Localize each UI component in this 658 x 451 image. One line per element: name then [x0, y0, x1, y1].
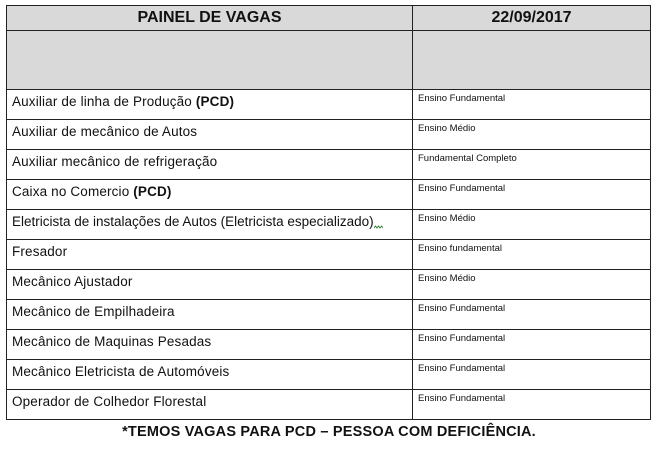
job-cell	[7, 90, 413, 120]
job-title: Mecânico de Maquinas Pesadas	[12, 334, 212, 349]
board-date: 22/09/2017	[413, 6, 651, 31]
job-title: Caixa no Comercio	[12, 184, 130, 199]
job-title: Fresador	[12, 244, 68, 259]
education-requirement: Ensino Fundamental	[418, 333, 506, 344]
pcd-tag: (PCD)	[195, 94, 235, 109]
job-title: Auxiliar de mecânico de Autos	[12, 124, 198, 139]
job-title: Mecânico Ajustador	[12, 274, 133, 289]
education-requirement: Ensino Fundamental	[418, 393, 506, 404]
job-title: Mecânico Eletricista de Automóveis	[12, 364, 230, 379]
education-cell	[413, 150, 651, 180]
job-board-table	[6, 5, 651, 420]
table-row	[7, 210, 651, 240]
job-cell	[7, 360, 413, 390]
education-cell	[413, 90, 651, 120]
table-row	[7, 390, 651, 420]
job-title: Auxiliar mecânico de refrigeração	[12, 154, 218, 169]
education-cell	[413, 390, 651, 420]
education-cell	[413, 270, 651, 300]
education-requirement: Ensino Médio	[418, 273, 476, 284]
job-cell	[7, 240, 413, 270]
blank-cell-left	[7, 31, 413, 90]
education-cell	[413, 210, 651, 240]
education-requirement: Ensino Fundamental	[418, 183, 506, 194]
job-cell	[7, 330, 413, 360]
job-title: Auxiliar de linha de Produção	[12, 94, 192, 109]
education-cell	[413, 180, 651, 210]
board-title: PAINEL DE VAGAS	[7, 6, 413, 31]
education-requirement: Fundamental Completo	[418, 153, 517, 164]
education-cell	[413, 300, 651, 330]
job-title: Mecânico de Empilhadeira	[12, 304, 175, 319]
pcd-tag: (PCD)	[133, 184, 172, 199]
education-requirement: Ensino Fundamental	[418, 363, 506, 374]
job-cell	[7, 270, 413, 300]
blank-cell-right	[413, 31, 651, 90]
table-row	[7, 330, 651, 360]
education-requirement: Ensino Fundamental	[418, 303, 506, 314]
table-row	[7, 240, 651, 270]
header-row	[7, 6, 651, 31]
spellcheck-squiggle-icon	[374, 225, 383, 229]
education-requirement: Ensino fundamental	[418, 243, 502, 254]
education-requirement: Ensino Médio	[418, 213, 476, 224]
pcd-footnote: *TEMOS VAGAS PARA PCD – PESSOA COM DEFICIÊNCIA.	[122, 424, 536, 440]
table-row	[7, 180, 651, 210]
job-cell	[7, 300, 413, 330]
table-row	[7, 120, 651, 150]
job-cell	[7, 210, 413, 240]
table-row	[7, 360, 651, 390]
job-cell	[7, 150, 413, 180]
education-cell	[413, 360, 651, 390]
table-row	[7, 90, 651, 120]
education-cell	[413, 330, 651, 360]
education-requirement: Ensino Médio	[418, 123, 476, 134]
education-requirement: Ensino Fundamental	[418, 93, 506, 104]
job-title: Operador de Colhedor Florestal	[12, 394, 207, 409]
table-row	[7, 300, 651, 330]
education-cell	[413, 240, 651, 270]
job-cell	[7, 390, 413, 420]
job-cell	[7, 180, 413, 210]
job-cell	[7, 120, 413, 150]
table-row	[7, 270, 651, 300]
blank-header-row	[7, 31, 651, 90]
education-cell	[413, 120, 651, 150]
table-row	[7, 150, 651, 180]
job-board-sheet	[6, 5, 650, 420]
job-title: Eletricista de instalações de Autos (Eletricista especializado)	[12, 214, 374, 229]
